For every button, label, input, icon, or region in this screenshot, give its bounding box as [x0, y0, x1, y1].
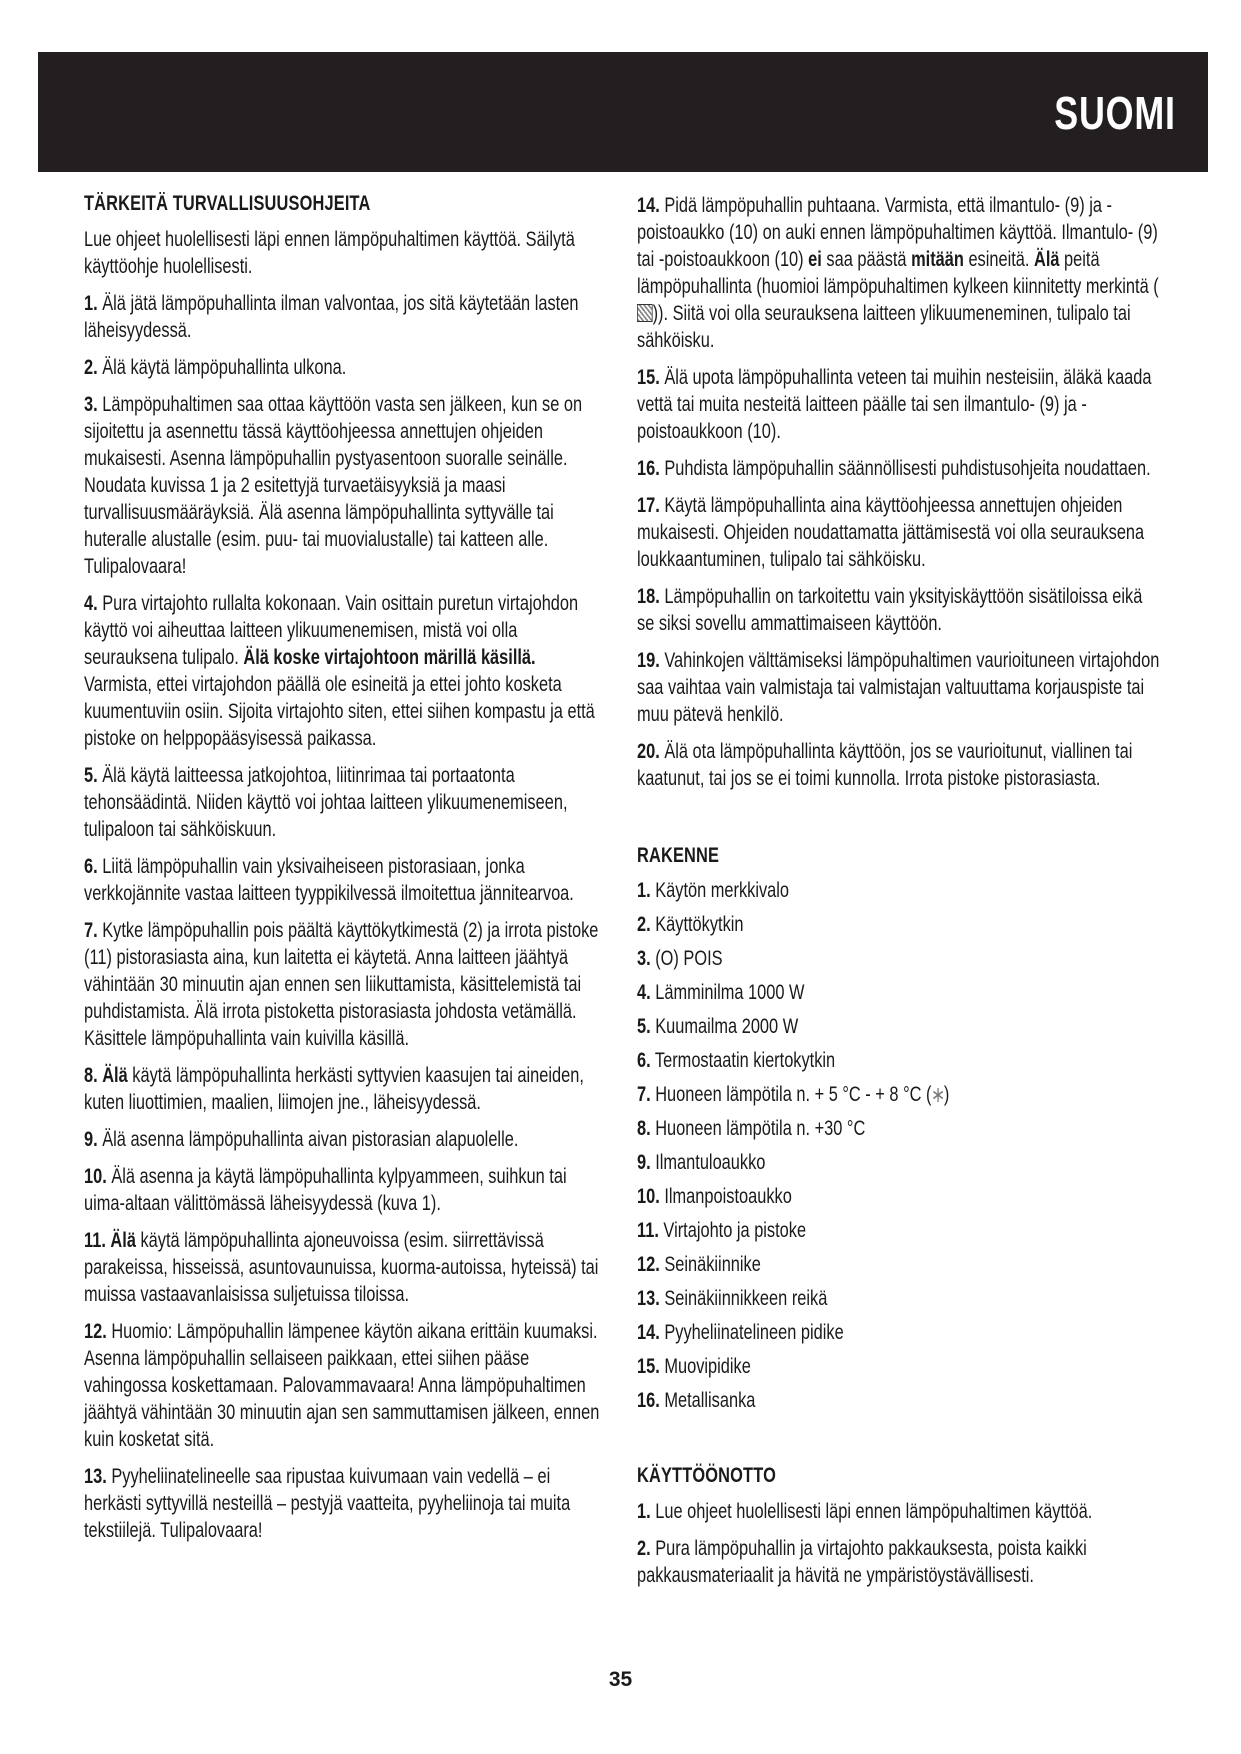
do-not-cover-icon	[637, 304, 653, 322]
part-item: 12. Seinäkiinnike	[637, 1253, 761, 1276]
startup-item-1: 1. Lue ohjeet huolellisesti läpi ennen lämpöpuhaltimen käyttöä.	[637, 1500, 1093, 1523]
safety-item-4: 4. Pura virtajohto rullalta kokonaan. Vain osittain puretun virtajohdon käyttö voi aiheuttaa laitteen ylikuumenemisen, mistä voi olla seurauksena tulipalo. Älä koske virtajohtoon märillä käsillä. Varmista, ettei virtajohdon päällä ole esineitä ja ettei johto kosketa kuumentuviin osiin. Sijoita virtajohto siten, ettei siihen kompastu ja että pistoke on helppopääsyisessä paikassa.	[84, 592, 595, 750]
left-column	[84, 192, 604, 1554]
part-item: 15. Muovipidike	[637, 1355, 751, 1378]
safety-item-17: 17. Käytä lämpöpuhallinta aina käyttöohjeessa annettujen ohjeiden mukaisesti. Ohjeiden noudattamatta jättämisestä voi olla seurauksena loukkaantuminen, tulipalo tai sähköisku.	[637, 494, 1145, 571]
header-bar	[38, 52, 1208, 172]
part-item: 14. Pyyheliinatelineen pidike	[637, 1321, 844, 1344]
safety-heading: TÄRKEITÄ TURVALLISUUSOHJEITA	[84, 192, 371, 215]
safety-item-14: 14. Pidä lämpöpuhallin puhtaana. Varmista, että ilmantulo- (9) ja -poistoaukko (10) on auki ennen lämpöpuhaltimen käyttöä. Ilmantulo- (9) tai -poistoaukkoon (10) ei saa päästä mitään esineitä. Älä peitä lämpöpuhallinta (huomioi lämpöpuhaltimen kylkeen kiinnitetty merkintä ()). Siitä voi olla seurauksena laitteen ylikuumeneminen, tulipalo tai sähköisku.	[637, 194, 1159, 352]
safety-item-11: 11. Älä käytä lämpöpuhallinta ajoneuvoissa (esim. siirrettävissä parakeissa, hisseissä, asuntovaunuissa, kuorma-autoissa, hyteissä) tai muissa vastaavanlaisissa suljetuissa tiloissa.	[84, 1229, 599, 1306]
page-number: 35	[608, 1668, 633, 1691]
part-item: 3. (O) POIS	[637, 947, 723, 970]
safety-item-8: 8. Älä käytä lämpöpuhallinta herkästi syttyvien kaasujen tai aineiden, kuten liuottimien, maalien, liimojen jne., läheisyydessä.	[84, 1064, 584, 1114]
startup-item-2: 2. Pura lämpöpuhallin ja virtajohto pakkauksesta, poista kaikki pakkausmateriaalit ja hävitä ne ympäristöystävällisesti.	[637, 1537, 1087, 1587]
part-item: 8. Huoneen lämpötila n. +30 °C	[637, 1117, 866, 1140]
part-item: 9. Ilmantuloaukko	[637, 1151, 766, 1174]
language-title: SUOMI	[1054, 87, 1176, 139]
safety-item-1: 1. Älä jätä lämpöpuhallinta ilman valvontaa, jos sitä käytetään lasten läheisyydessä.	[84, 292, 579, 342]
safety-item-12: 12. Huomio: Lämpöpuhallin lämpenee käytön aikana erittäin kuumaksi. Asenna lämpöpuhallin sellaiseen paikkaan, ettei siihen pääse vahingossa koskettamaan. Palovammavaara! Anna lämpöpuhaltimen jäähtyä vähintään 30 minuutin ajan sen sammuttamisen jälkeen, ennen kuin kosketat sitä.	[84, 1320, 600, 1451]
part-item: 13. Seinäkiinnikkeen reikä	[637, 1287, 828, 1310]
intro-text: Lue ohjeet huolellisesti läpi ennen lämpöpuhaltimen käyttöä. Säilytä käyttöohje huolellisesti.	[84, 228, 575, 278]
part-item: 16. Metallisanka	[637, 1389, 756, 1412]
safety-item-20: 20. Älä ota lämpöpuhallinta käyttöön, jos se vaurioitunut, viallinen tai kaatunut, tai jos se ei toimi kunnolla. Irrota pistoke pistorasiasta.	[637, 740, 1133, 790]
part-item: 5. Kuumailma 2000 W	[637, 1015, 799, 1038]
part-item: 6. Termostaatin kiertokytkin	[637, 1049, 836, 1072]
snowflake-icon	[931, 1087, 943, 1103]
part-item: 11. Virtajohto ja pistoke	[637, 1219, 807, 1242]
safety-item-18: 18. Lämpöpuhallin on tarkoitettu vain yksityiskäyttöön sisätiloissa eikä se siksi sovellu ammattimaiseen käyttöön.	[637, 585, 1143, 635]
safety-item-9: 9. Älä asenna lämpöpuhallinta aivan pistorasian alapuolelle.	[84, 1128, 519, 1151]
kayttoonotto-heading: KÄYTTÖÖNOTTO	[637, 1464, 776, 1487]
part-item: 10. Ilmanpoistoaukko	[637, 1185, 792, 1208]
safety-item-19: 19. Vahinkojen välttämiseksi lämpöpuhaltimen vaurioituneen virtajohdon saa vaihtaa vain valmistaja tai valmistajan valtuuttama korjauspiste tai muu pätevä henkilö.	[637, 649, 1160, 726]
safety-item-6: 6. Liitä lämpöpuhallin vain yksivaiheiseen pistorasiaan, jonka verkkojännite vastaa laitteen tyyppikilvessä ilmoitettua jännitearvoa.	[84, 855, 574, 905]
safety-item-16: 16. Puhdista lämpöpuhallin säännöllisesti puhdistusohjeita noudattaen.	[637, 457, 1151, 480]
safety-item-3: 3. Lämpöpuhaltimen saa ottaa käyttöön vasta sen jälkeen, kun se on sijoitettu ja asennettu tässä käyttöohjeessa annettujen ohjeiden mukaisesti. Asenna lämpöpuhallin pystyasentoon suoralle seinälle. Noudata kuvissa 1 ja 2 esitettyjä turvaetäisyyksiä ja maasi turvallisuusmääräyksiä. Älä asenna lämpöpuhallinta syttyvälle tai huteralle alustalle (esim. puu- tai muovialustalle) tai katteen alle. Tulipalovaara!	[84, 393, 583, 578]
safety-item-5: 5. Älä käytä laitteessa jatkojohtoa, liitinrimaa tai portaatonta tehonsäädintä. Niiden käyttö voi johtaa laitteen ylikuumenemiseen, tulipaloon tai sähköiskuun.	[84, 764, 568, 841]
safety-item-7: 7. Kytke lämpöpuhallin pois päältä käyttökytkimestä (2) ja irrota pistoke (11) pistorasiasta aina, kun laitetta ei käytetä. Anna laitteen jäähtyä vähintään 30 minuutin ajan ennen sen liikuttamista, käsittelemistä tai puhdistamista. Älä irrota pistoketta pistorasiasta johdosta vetämällä. Käsittele lämpöpuhallinta vain kuivilla käsillä.	[84, 919, 599, 1050]
safety-item-13: 13. Pyyheliinatelineelle saa ripustaa kuivumaan vain vedellä – ei herkästi syttyvillä nesteillä – pestyjä vaatteita, pyyheliinoja tai muita tekstiilejä. Tulipalovaara!	[84, 1465, 571, 1542]
part-item: 7. Huoneen lämpötila n. + 5 °C - + 8 °C ( )	[637, 1083, 950, 1106]
part-item: 4. Lämminilma 1000 W	[637, 981, 805, 1004]
right-column	[637, 192, 1162, 1599]
safety-item-2: 2. Älä käytä lämpöpuhallinta ulkona.	[84, 356, 347, 379]
rakenne-heading: RAKENNE	[637, 844, 720, 867]
part-item: 2. Käyttökytkin	[637, 913, 744, 936]
part-item: 1. Käytön merkkivalo	[637, 879, 790, 902]
safety-item-15: 15. Älä upota lämpöpuhallinta veteen tai muihin nesteisiin, äläkä kaada vettä tai muita nesteitä laitteen päälle tai sen ilmantulo- (9) ja -poistoaukkoon (10).	[637, 366, 1152, 443]
safety-item-10: 10. Älä asenna ja käytä lämpöpuhallinta kylpyammeen, suihkun tai uima-altaan välittömässä läheisyydessä (kuva 1).	[84, 1165, 567, 1215]
